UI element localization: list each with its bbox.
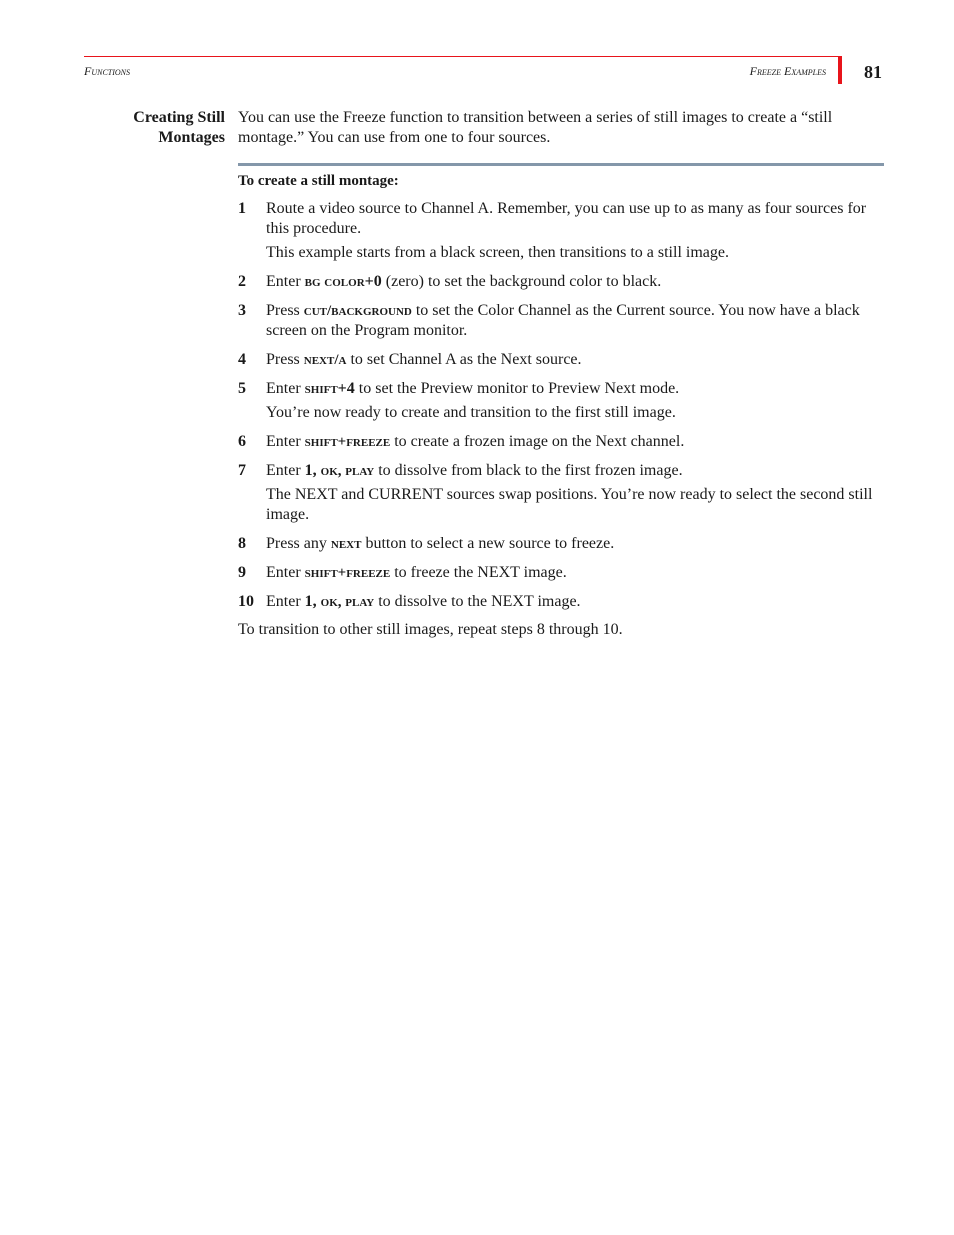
key-name: shift (304, 381, 338, 397)
step-number: 3 (238, 302, 246, 319)
key-name: bg color (304, 274, 365, 290)
step-number: 10 (238, 593, 254, 610)
step-text (266, 379, 884, 399)
key-name: shift+freeze (304, 565, 391, 581)
closing-paragraph: To transition to other still images, repeat steps 8 through 10. (238, 621, 623, 638)
step-text-pre: Press any (266, 535, 331, 552)
step-number: 8 (238, 535, 246, 552)
step-3 (238, 301, 884, 341)
step-text (266, 461, 884, 481)
procedure-title: To create a still montage: (238, 173, 399, 189)
step-5 (238, 379, 884, 423)
step-6 (238, 432, 884, 452)
intro-paragraph: You can use the Freeze function to transition between a series of still images to create a “still montage.” You can use from one to four sources. (238, 109, 833, 146)
step-text-pre: Enter (266, 564, 305, 581)
step-text (266, 301, 884, 341)
step-number: 7 (238, 462, 246, 479)
procedure-rule (238, 163, 884, 166)
key-name: next (330, 536, 362, 552)
step-note: The NEXT and CURRENT sources swap positions. You’re now ready to select the second still image. (266, 486, 873, 523)
header-rule (84, 56, 838, 57)
step-text-pre: Enter (266, 433, 305, 450)
step-text-pre: Enter (266, 273, 305, 290)
step-text-post: to set Channel A as the Next source. (346, 351, 582, 368)
step-8 (238, 534, 884, 554)
key-name: cut/background (303, 303, 412, 319)
step-text-pre: Enter (266, 593, 305, 610)
step-text-post: to dissolve to the NEXT image. (374, 593, 581, 610)
step-text (266, 272, 884, 292)
key-name: 1, (304, 593, 321, 610)
procedure-steps (238, 199, 884, 621)
step-text-post: to freeze the NEXT image. (390, 564, 567, 581)
key-name: ok, play (320, 594, 375, 610)
step-text-pre: Press (266, 351, 304, 368)
key-name: 1, (304, 462, 321, 479)
step-text (266, 534, 884, 554)
step-text-post: to dissolve from black to the first frozen image. (374, 462, 683, 479)
step-note: This example starts from a black screen, then transitions to a still image. (266, 244, 729, 261)
header-accent-bar (838, 56, 842, 84)
step-note: You’re now ready to create and transition to the first still image. (266, 404, 676, 421)
step-text: Route a video source to Channel A. Remember, you can use up to as many as four sources for this procedure. (266, 200, 867, 237)
step-text-pre: Enter (266, 380, 305, 397)
step-1 (238, 199, 884, 263)
step-text-post: to set the Color Channel as the Current source. You now have a black screen on the Program monitor. (266, 302, 860, 339)
step-text (266, 350, 884, 370)
page-number: 81 (864, 62, 882, 82)
step-text-post: to set the Preview monitor to Preview Next mode. (354, 380, 680, 397)
key-name: shift+freeze (304, 434, 391, 450)
step-text-post: (zero) to set the background color to black. (381, 273, 662, 290)
step-number: 4 (238, 351, 246, 368)
step-number: 1 (238, 200, 246, 217)
step-7 (238, 461, 884, 525)
key-name: +4 (337, 380, 355, 397)
step-text (266, 432, 884, 452)
step-number: 9 (238, 564, 246, 581)
step-text-pre: Press (266, 302, 304, 319)
side-heading: Creating Still Montages (133, 109, 225, 146)
step-text-post: to create a frozen image on the Next channel. (390, 433, 685, 450)
step-text-post: button to select a new source to freeze. (361, 535, 615, 552)
running-header-section: Freeze Examples (749, 64, 826, 78)
running-header-chapter: Functions (84, 64, 131, 78)
step-number: 6 (238, 433, 246, 450)
step-10 (238, 592, 884, 612)
key-name: next/a (303, 352, 347, 368)
step-number: 2 (238, 273, 246, 290)
step-text (266, 592, 884, 612)
key-name: ok, play (320, 463, 375, 479)
step-text (266, 563, 884, 583)
step-number: 5 (238, 380, 246, 397)
step-2 (238, 272, 884, 292)
step-text-pre: Enter (266, 462, 305, 479)
key-name: +0 (364, 273, 382, 290)
step-4 (238, 350, 884, 370)
step-9 (238, 563, 884, 583)
